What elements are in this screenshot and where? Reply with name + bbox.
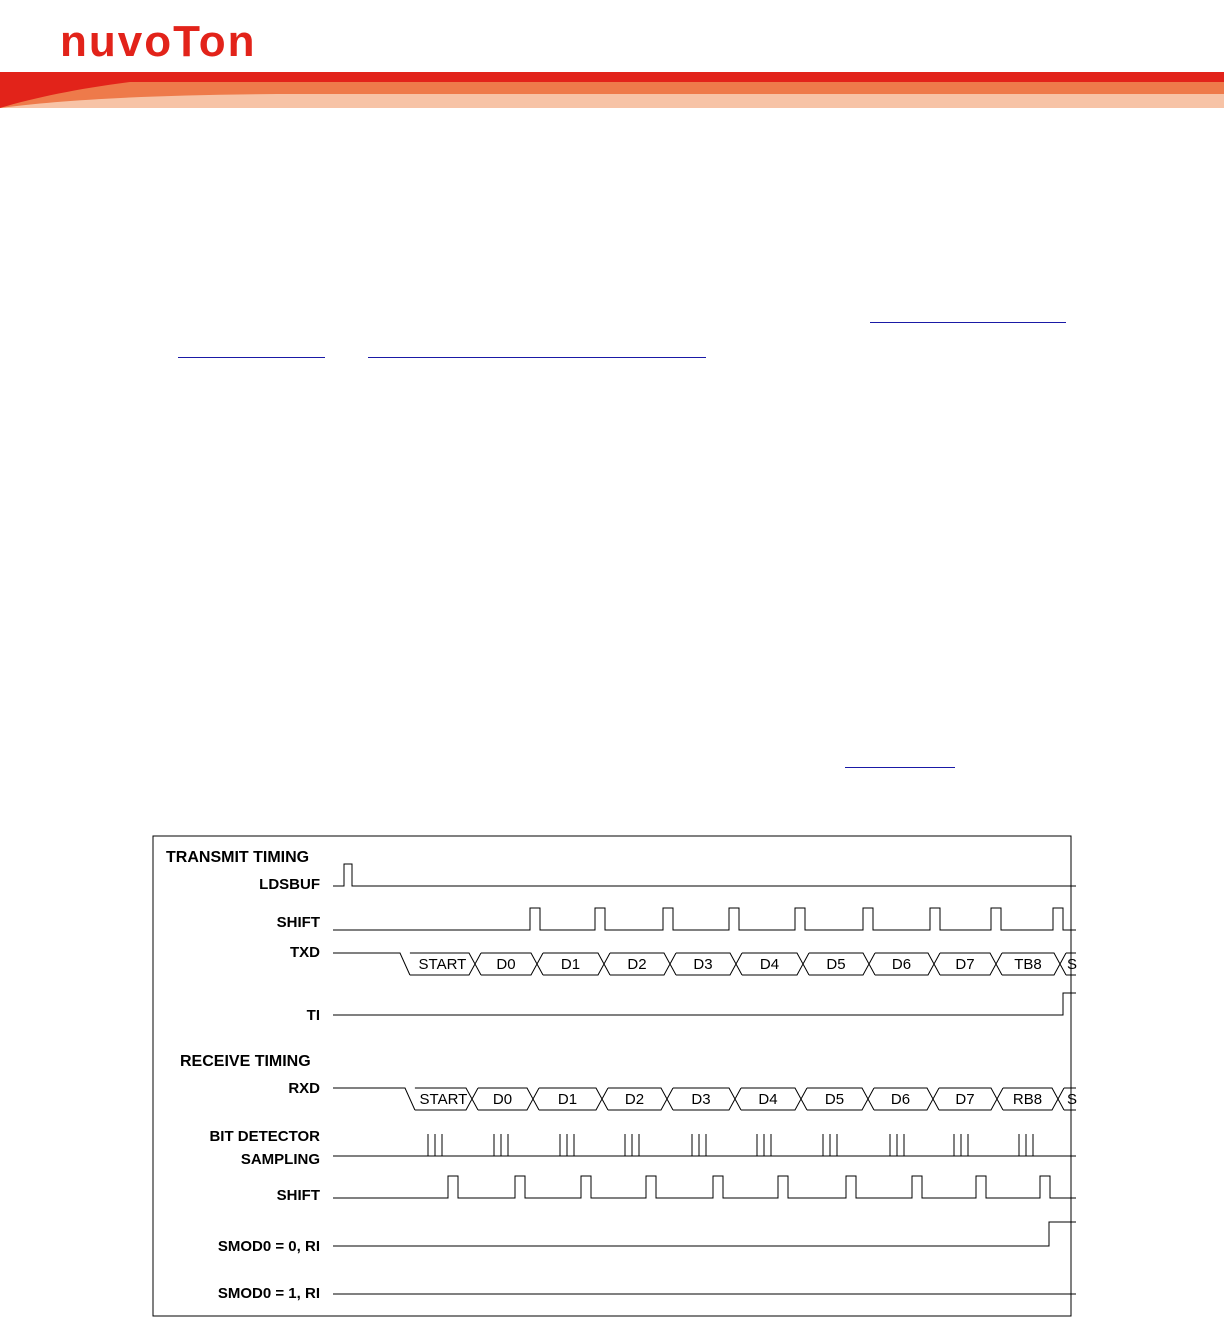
txd-cell-label-last: S — [1066, 956, 1078, 973]
txd-cell-label-1: D0 — [496, 956, 516, 973]
txd-cell-label-7: D6 — [891, 956, 912, 973]
sampling-ticks-2 — [560, 1134, 574, 1156]
rxd-cell-label-1: D0 — [492, 1091, 513, 1108]
svg-text:nuvoTon: nuvoTon — [60, 22, 257, 62]
rxd-cell-label-last: S — [1066, 1091, 1078, 1108]
label-tx-shift: SHIFT — [276, 914, 320, 931]
txd-cell-label-2: D1 — [560, 956, 581, 973]
label-rx-shift: SHIFT — [276, 1187, 320, 1204]
txd-cell-label-0: START — [418, 956, 467, 973]
transmit-title: TRANSMIT TIMING — [166, 849, 310, 866]
label-sampling: SAMPLING — [240, 1151, 320, 1168]
sampling-ticks-0 — [428, 1134, 442, 1156]
rxd-cell-label-0: START — [419, 1091, 468, 1108]
rxd-cell-label-3: D2 — [624, 1091, 645, 1108]
txd-cell-label-6: D5 — [826, 956, 846, 973]
label-ti: TI — [306, 1007, 320, 1024]
sampling-ticks-9 — [1019, 1134, 1033, 1156]
sampling-ticks-4 — [692, 1134, 706, 1156]
rxd-cell-label-8: D7 — [955, 1091, 975, 1108]
wave-rx-shift — [333, 1176, 1076, 1198]
label-txd: TXD — [290, 944, 320, 961]
wave-ri-smod0-0 — [333, 1222, 1076, 1246]
sampling-ticks-3 — [625, 1134, 639, 1156]
label-bit-detector: BIT DETECTOR — [209, 1128, 320, 1145]
sampling-ticks-8 — [954, 1134, 968, 1156]
txd-cell-label-9: TB8 — [1014, 956, 1042, 973]
wave-ldsbuf — [333, 864, 1076, 886]
sampling-ticks-5 — [757, 1134, 771, 1156]
label-ldsbuf: LDSBUF — [259, 876, 320, 893]
label-ri-smod0-1: SMOD0 = 1, RI — [217, 1285, 320, 1302]
wave-ti — [333, 993, 1076, 1015]
label-ri-smod0-0: SMOD0 = 0, RI — [217, 1238, 320, 1255]
txd-cell-label-3: D2 — [627, 956, 647, 973]
rxd-cell-label-2: D1 — [557, 1091, 578, 1108]
rxd-idle — [333, 1088, 415, 1110]
sampling-ticks-6 — [823, 1134, 837, 1156]
label-rxd: RXD — [288, 1080, 320, 1097]
rxd-cell-label-6: D5 — [824, 1091, 845, 1108]
rxd-cell-label-4: D3 — [691, 1091, 711, 1108]
sampling-ticks-7 — [890, 1134, 904, 1156]
txd-cell-label-5: D4 — [759, 956, 780, 973]
rxd-cell-label-7: D6 — [890, 1091, 911, 1108]
txd-cell-label-4: D3 — [693, 956, 713, 973]
rxd-cell-label-5: D4 — [758, 1091, 778, 1108]
receive-title: RECEIVE TIMING — [180, 1053, 311, 1070]
sampling-ticks-1 — [494, 1134, 508, 1156]
rxd-cell-label-9: RB8 — [1012, 1091, 1043, 1108]
txd-cell-label-8: D7 — [955, 956, 975, 973]
txd-idle — [333, 953, 410, 975]
wave-tx-shift — [333, 908, 1076, 930]
